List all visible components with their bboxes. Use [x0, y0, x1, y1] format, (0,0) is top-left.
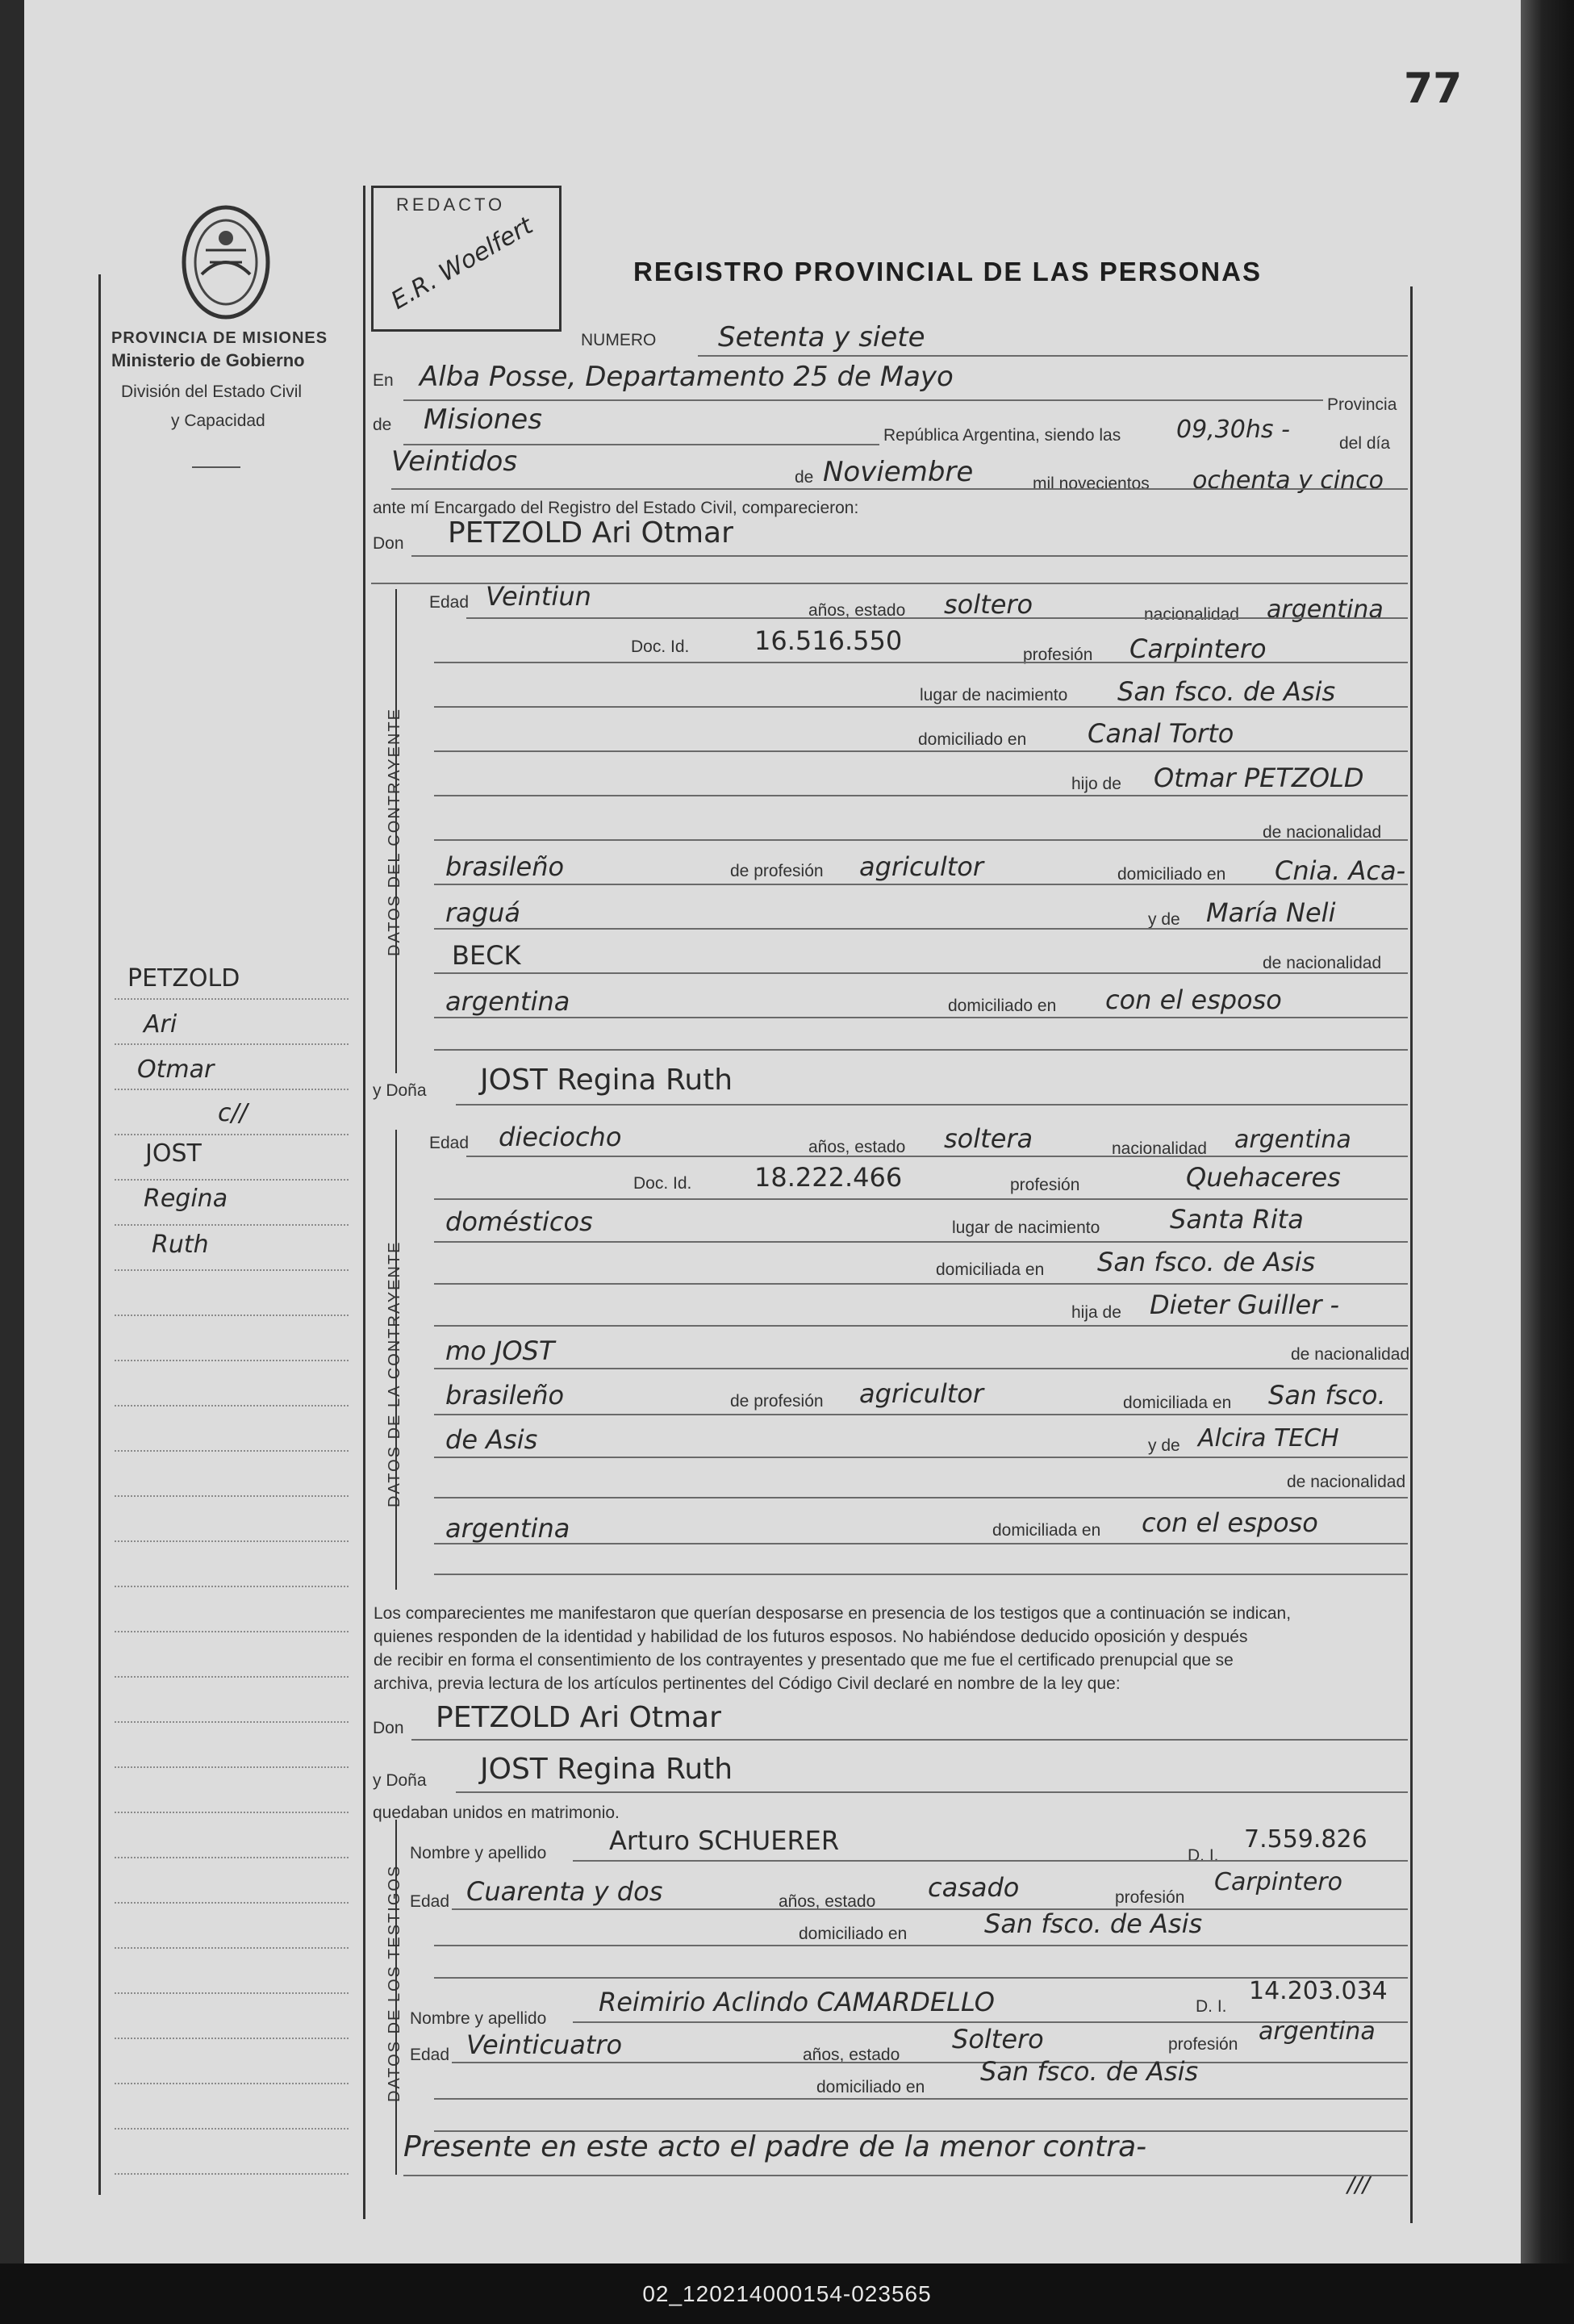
value-m-madre-dom: con el esposo: [1105, 984, 1282, 1015]
value-m-dom: Canal Torto: [1088, 718, 1234, 749]
value-f-prof1: Quehaceres: [1186, 1162, 1341, 1193]
stamp-signature: E.R. Woelfert: [386, 211, 538, 316]
margin-name-7: Ruth: [152, 1231, 209, 1259]
label-m-nac: nacionalidad: [1144, 605, 1239, 624]
value-provincia: Misiones: [424, 403, 542, 436]
value-t1-dom: San fsco. de Asis: [984, 1908, 1203, 1939]
label-f-prof: profesión: [1010, 1176, 1080, 1194]
paragraph-line-1: Los comparecientes me manifestaron que querían desposarse en presencia de los testigos que a continuación se indican,: [374, 1604, 1292, 1623]
value-f-padre-prof: agricultor: [859, 1378, 984, 1409]
value-dia: Veintidos: [391, 445, 518, 478]
value-t2-estado: Soltero: [952, 2024, 1044, 2054]
label-m-padre-dom: domiciliado en: [1117, 865, 1226, 884]
label-m-edad: Edad: [429, 593, 470, 612]
margin-name-1: PETZOLD: [127, 964, 240, 993]
label-f-madre-dom: domiciliada en: [992, 1521, 1101, 1540]
value-f-prof2: domésticos: [445, 1206, 593, 1237]
document-title: REGISTRO PROVINCIAL DE LAS PERSONAS: [633, 257, 1262, 286]
value-don: PETZOLD Ari Otmar: [448, 516, 733, 550]
label-t1-edad: Edad: [410, 1892, 450, 1911]
paragraph-line-2: quienes responden de la identidad y habilidad de los futuros esposos. No habiéndose deducido oposición y después: [374, 1628, 1248, 1646]
value-f-dom: San fsco. de Asis: [1097, 1247, 1316, 1277]
label-m-madre-dom: domiciliado en: [948, 997, 1057, 1015]
division-line2: y Capacidad: [171, 412, 265, 430]
value-f-padre-dom2: de Asis: [445, 1424, 538, 1455]
value-f-padre2: mo JOST: [445, 1335, 555, 1366]
ministry-name: Ministerio de Gobierno: [111, 350, 305, 370]
value-m-lugar: San fsco. de Asis: [1117, 676, 1336, 707]
redacto-stamp: [371, 186, 562, 332]
label-f-hija: hija de: [1071, 1303, 1121, 1322]
label-t2-edad: Edad: [410, 2046, 450, 2064]
label-f-madre: y de: [1148, 1436, 1180, 1455]
label-provincia: Provincia: [1327, 395, 1397, 414]
value-f-estado: soltera: [944, 1123, 1033, 1154]
label-m-madre: y de: [1148, 910, 1180, 929]
value-t1-edad: Cuarenta y dos: [466, 1876, 663, 1907]
label-t2-di: D. I.: [1196, 1997, 1227, 2016]
label-numero: NUMERO: [581, 331, 657, 349]
label-del-dia: del día: [1339, 434, 1391, 453]
side-label-testigos: DATOS DE LOS TESTIGOS: [386, 1864, 403, 2102]
label-m-padre-nac: de nacionalidad: [1263, 823, 1382, 842]
value-t2-prof: argentina: [1259, 2017, 1376, 2046]
paragraph-line-4: archiva, previa lectura de los artículos pertinentes del Código Civil declaré en nombre de la ley que:: [374, 1674, 1121, 1693]
label-f-padre-dom: domiciliada en: [1123, 1394, 1232, 1412]
label-f-lugar: lugar de nacimiento: [952, 1218, 1100, 1237]
label-quedaban: quedaban unidos en matrimonio.: [373, 1804, 620, 1822]
value-nota: Presente en este acto el padre de la menor contra-: [403, 2130, 1147, 2163]
value-m-edad: Veintiun: [486, 581, 591, 612]
label-m-dom: domiciliado en: [918, 730, 1027, 749]
value-f-madre-dom: con el esposo: [1142, 1507, 1318, 1538]
label-de-mes: de: [795, 468, 814, 487]
value-m-estado: soltero: [944, 589, 1033, 620]
label-y-dona-2: y Doña: [373, 1771, 427, 1790]
label-t1-estado: años, estado: [779, 1892, 876, 1911]
label-m-estado: años, estado: [808, 601, 906, 620]
value-dona: JOST Regina Ruth: [480, 1064, 733, 1097]
value-t2-di: 14.203.034: [1249, 1977, 1388, 2005]
division-line1: División del Estado Civil: [121, 382, 303, 401]
value-t1-prof: Carpintero: [1214, 1868, 1342, 1896]
label-t1-prof: profesión: [1115, 1888, 1185, 1907]
value-m-madre2: BECK: [452, 940, 521, 971]
page-number: 77: [1404, 65, 1463, 113]
label-f-padre-nac: de nacionalidad: [1291, 1345, 1410, 1364]
label-republica: República Argentina, siendo las: [883, 426, 1121, 445]
label-t2-prof: profesión: [1168, 2035, 1238, 2054]
side-label-contrayente-m: DATOS DEL CONTRAYENTE: [386, 708, 403, 956]
book-spine: [0, 0, 24, 2263]
value-t2-nombre: Reimirio Aclindo CAMARDELLO: [599, 1987, 995, 2017]
value-f-madre: Alcira TECH: [1198, 1424, 1339, 1452]
value-t2-dom: San fsco. de Asis: [980, 2056, 1199, 2087]
value-hora: 09,30hs -: [1176, 416, 1290, 444]
stamp-label: REDACTO: [396, 194, 506, 215]
scan-footer: 02_120214000154-023565: [0, 2263, 1574, 2324]
label-f-padre-prof: de profesión: [730, 1392, 824, 1411]
label-t2-nombre: Nombre y apellido: [410, 2009, 547, 2028]
value-m-padre-nac: brasileño: [445, 851, 565, 882]
province-name: PROVINCIA DE MISIONES: [111, 329, 328, 347]
label-t1-di: D. I.: [1188, 1846, 1219, 1865]
register-page: [24, 0, 1526, 2263]
provincial-seal-icon: [177, 202, 274, 323]
label-f-edad: Edad: [429, 1134, 470, 1152]
label-f-estado: años, estado: [808, 1138, 906, 1156]
value-m-madre1: María Neli: [1206, 897, 1336, 928]
value-f-padre1: Dieter Guiller -: [1150, 1289, 1340, 1320]
value-f-lugar: Santa Rita: [1170, 1204, 1304, 1235]
label-don: Don: [373, 534, 404, 553]
value-t1-nombre: Arturo SCHUERER: [609, 1825, 840, 1856]
label-m-lugar: lugar de nacimiento: [920, 686, 1068, 704]
value-mes: Noviembre: [823, 456, 974, 488]
label-t2-estado: años, estado: [803, 2046, 900, 2064]
value-lugar: Alba Posse, Departamento 25 de Mayo: [420, 361, 954, 393]
value-t1-estado: casado: [928, 1872, 1020, 1903]
value-m-padre: Otmar PETZOLD: [1154, 763, 1364, 793]
label-f-dom: domiciliada en: [936, 1260, 1045, 1279]
label-de: de: [373, 416, 392, 434]
book-edge: [1521, 0, 1574, 2263]
value-m-madre-nac: argentina: [445, 986, 570, 1017]
label-t1-nombre: Nombre y apellido: [410, 1844, 547, 1862]
declaration-paragraph: [374, 1602, 1422, 1695]
margin-name-2: Ari: [144, 1010, 177, 1039]
margin-name-4: c//: [218, 1099, 248, 1127]
paragraph-line-3: de recibir en forma el consentimiento de los contrayentes y presentado que me fue el certificado prenupcial que se: [374, 1651, 1234, 1670]
label-m-padre-prof: de profesión: [730, 862, 824, 880]
margin-name-6: Regina: [144, 1185, 228, 1213]
margin-name-3: Otmar: [137, 1055, 215, 1084]
value-m-padre-dom1: Cnia. Aca-: [1275, 855, 1406, 886]
value-m-prof: Carpintero: [1129, 633, 1267, 664]
value-don-2: PETZOLD Ari Otmar: [436, 1701, 721, 1734]
value-f-doc: 18.222.466: [754, 1162, 903, 1193]
value-f-edad: dieciocho: [499, 1122, 622, 1152]
value-numero: Setenta y siete: [718, 321, 925, 353]
label-f-doc: Doc. Id.: [633, 1174, 692, 1193]
label-don-2: Don: [373, 1719, 404, 1737]
value-m-padre-prof: agricultor: [859, 851, 984, 882]
label-m-hijo: hijo de: [1071, 775, 1121, 793]
value-t2-edad: Veinticuatro: [466, 2029, 623, 2060]
label-m-madre-nac: de nacionalidad: [1263, 954, 1382, 972]
value-m-doc: 16.516.550: [754, 625, 903, 656]
value-m-padre-dom2: raguá: [445, 897, 520, 928]
label-t2-dom: domiciliado en: [816, 2078, 925, 2096]
label-f-madre-nac: de nacionalidad: [1287, 1473, 1406, 1491]
value-f-madre-nac: argentina: [445, 1513, 570, 1544]
value-m-nac: argentina: [1267, 596, 1384, 624]
label-m-doc: Doc. Id.: [631, 637, 690, 656]
label-en: En: [373, 371, 394, 390]
margin-name-5: JOST: [145, 1139, 202, 1168]
label-mil: mil novecientos: [1033, 474, 1150, 493]
label-f-nac: nacionalidad: [1112, 1139, 1207, 1158]
side-label-contrayente-f: DATOS DE LA CONTRAYENTE: [386, 1240, 403, 1507]
label-ante: ante mí Encargado del Registro del Estado Civil, comparecieron:: [373, 499, 859, 517]
value-f-padre-dom1: San fsco.: [1268, 1380, 1386, 1411]
value-dona-2: JOST Regina Ruth: [480, 1753, 733, 1786]
value-t1-di: 7.559.826: [1244, 1825, 1367, 1854]
label-t1-dom: domiciliado en: [799, 1925, 908, 1943]
value-f-nac: argentina: [1234, 1126, 1351, 1154]
label-m-prof: profesión: [1023, 646, 1093, 664]
value-f-padre-nac: brasileño: [445, 1380, 565, 1411]
value-anio: ochenta y cinco: [1192, 466, 1384, 495]
value-nota-cont: ///: [1347, 2171, 1371, 2197]
label-y-dona: y Doña: [373, 1081, 427, 1100]
